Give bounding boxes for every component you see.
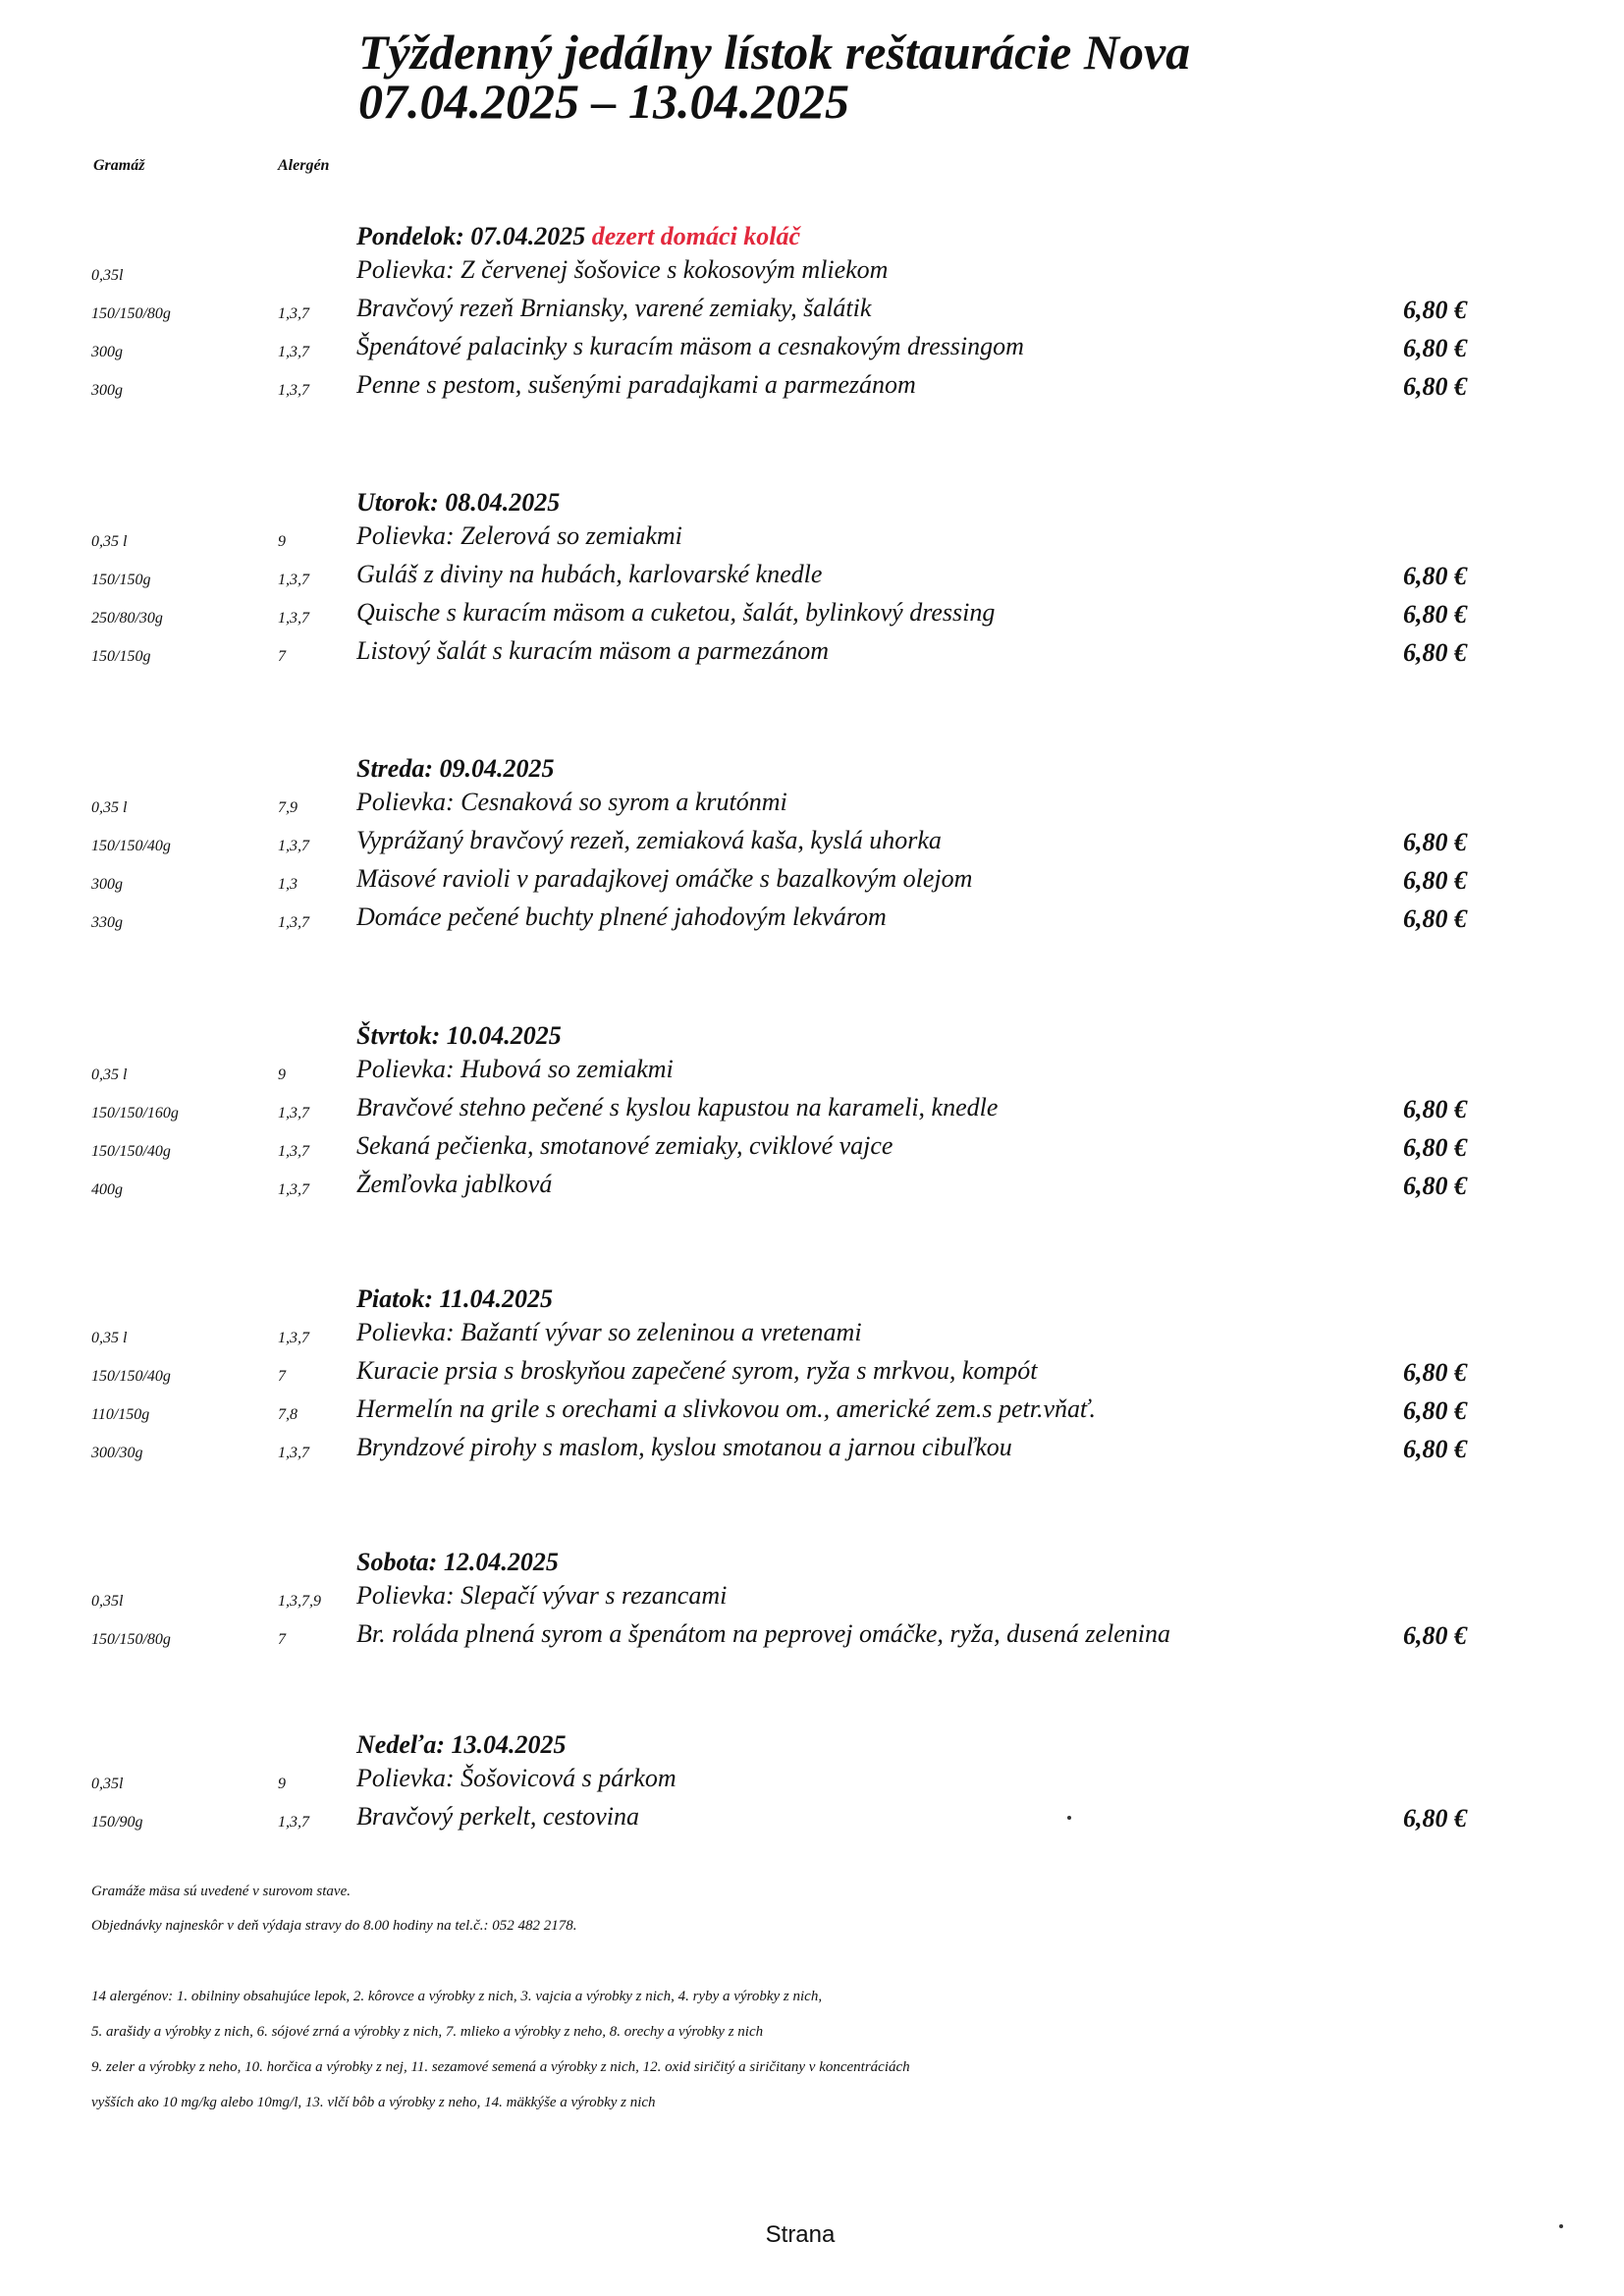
allergen-codes: 1,3,7: [278, 382, 309, 399]
menu-item-row: [0, 1316, 1624, 1353]
dessert-note: dezert domáci koláč: [591, 222, 801, 250]
dish-name: Špenátové palacinky s kuracím mäsom a cesnakovým dressingom: [356, 332, 1024, 360]
menu-item-row: [0, 1091, 1624, 1128]
portion-weight: 150/150/40g: [91, 838, 171, 854]
portion-weight: 150/150/40g: [91, 1143, 171, 1160]
dish-price: 6,80 €: [1403, 866, 1467, 895]
day-heading: [356, 754, 555, 784]
scan-speck: [1559, 2224, 1563, 2228]
dish-name: Polievka: Hubová so zemiakmi: [356, 1055, 674, 1083]
allergen-codes: 1,3,7: [278, 1181, 309, 1198]
menu-item-row: [0, 901, 1624, 938]
dish-name: Bryndzové pirohy s maslom, kyslou smotanou a jarnou cibuľkou: [356, 1433, 1012, 1461]
portion-weight: 150/150/80g: [91, 1631, 171, 1648]
dish-name: Br. roláda plnená syrom a špenátom na peprovej omáčke, ryža, dusená zelenina: [356, 1619, 1170, 1648]
allergen-codes: 1,3,7: [278, 344, 309, 360]
dish-price: 6,80 €: [1403, 1358, 1467, 1387]
column-header-alergen: Alergén: [278, 157, 330, 174]
menu-item-row: [0, 1762, 1624, 1799]
menu-item-row: [0, 786, 1624, 823]
dish-price: 6,80 €: [1403, 1396, 1467, 1425]
menu-item-row: [0, 1431, 1624, 1468]
date-range: 07.04.2025 – 13.04.2025: [358, 74, 849, 129]
day-heading: [356, 488, 560, 518]
portion-weight: 400g: [91, 1181, 123, 1198]
menu-item-row: [0, 1617, 1624, 1655]
dish-name: Polievka: Zelerová so zemiakmi: [356, 521, 682, 550]
dish-price: 6,80 €: [1403, 1621, 1467, 1650]
menu-item-row: [0, 1800, 1624, 1837]
allergen-codes: 9: [278, 533, 286, 550]
portion-weight: 0,35l: [91, 1593, 124, 1610]
allergen-codes: 1,3,7: [278, 1814, 309, 1831]
portion-weight: 0,35 l: [91, 1330, 128, 1346]
allergen-codes: 7,9: [278, 799, 298, 816]
day-heading: [356, 222, 800, 251]
page-footer: Strana: [765, 2221, 836, 2248]
dish-price: 6,80 €: [1403, 1133, 1467, 1162]
dish-price: 6,80 €: [1403, 1435, 1467, 1463]
note-allergens-line-4: vyšších ako 10 mg/kg alebo 10mg/l, 13. vlčí bôb a výrobky z neho, 14. mäkkýše a výrobky z nich: [91, 2095, 656, 2110]
portion-weight: 150/90g: [91, 1814, 143, 1831]
menu-item-row: [0, 368, 1624, 406]
day-date: Streda: 09.04.2025: [356, 754, 555, 783]
menu-item-row: [0, 1579, 1624, 1616]
dish-price: 6,80 €: [1403, 296, 1467, 324]
day-heading: [356, 1285, 553, 1314]
portion-weight: 0,35l: [91, 1776, 124, 1792]
dish-price: 6,80 €: [1403, 904, 1467, 933]
allergen-codes: 1,3,7: [278, 305, 309, 322]
dish-price: 6,80 €: [1403, 1172, 1467, 1200]
day-heading: [356, 1730, 567, 1760]
dish-name: Polievka: Slepačí vývar s rezancami: [356, 1581, 728, 1610]
dish-name: Polievka: Bažantí vývar so zeleninou a vretenami: [356, 1318, 862, 1346]
day-date: Štvrtok: 10.04.2025: [356, 1021, 562, 1050]
allergen-codes: 1,3,7: [278, 838, 309, 854]
menu-item-row: [0, 1168, 1624, 1205]
menu-item-row: [0, 1129, 1624, 1167]
page-title: Týždenný jedálny lístok reštaurácie Nova: [358, 25, 1191, 80]
dish-price: 6,80 €: [1403, 1804, 1467, 1832]
allergen-codes: 1,3,7: [278, 1445, 309, 1461]
portion-weight: 150/150g: [91, 572, 151, 588]
dish-price: 6,80 €: [1403, 828, 1467, 856]
day-heading: [356, 1021, 562, 1051]
portion-weight: 300g: [91, 344, 123, 360]
allergen-codes: 7: [278, 1631, 286, 1648]
dish-price: 6,80 €: [1403, 562, 1467, 590]
dish-price: 6,80 €: [1403, 638, 1467, 667]
day-date: Utorok: 08.04.2025: [356, 488, 561, 517]
allergen-codes: 1,3,7: [278, 610, 309, 627]
day-date: Nedeľa: 13.04.2025: [356, 1730, 567, 1759]
dish-name: Sekaná pečienka, smotanové zemiaky, cviklové vajce: [356, 1131, 893, 1160]
portion-weight: 150/150/80g: [91, 305, 171, 322]
menu-item-row: [0, 253, 1624, 291]
portion-weight: 0,35 l: [91, 799, 128, 816]
menu-item-row: [0, 862, 1624, 900]
allergen-codes: 7: [278, 1368, 286, 1385]
note-allergens-line-3: 9. zeler a výrobky z neho, 10. horčica a výrobky z nej, 11. sezamové semená a výrobky z nich, 12. oxid siričitý a siričitany v koncentráciách: [91, 2059, 910, 2075]
dish-price: 6,80 €: [1403, 334, 1467, 362]
dish-name: Polievka: Cesnaková so syrom a krutónmi: [356, 788, 787, 816]
menu-item-row: [0, 1393, 1624, 1430]
menu-item-row: [0, 519, 1624, 557]
day-date: Pondelok: 07.04.2025: [356, 222, 586, 250]
day-heading: [356, 1548, 559, 1577]
portion-weight: 0,35l: [91, 267, 124, 284]
dish-name: Bravčový perkelt, cestovina: [356, 1802, 640, 1831]
note-orders: Objednávky najneskôr v deň výdaja stravy do 8.00 hodiny na tel.č.: 052 482 2178.: [91, 1918, 577, 1934]
menu-item-row: [0, 558, 1624, 595]
dish-name: Domáce pečené buchty plnené jahodovým lekvárom: [356, 902, 887, 931]
allergen-codes: 1,3,7: [278, 1143, 309, 1160]
portion-weight: 250/80/30g: [91, 610, 163, 627]
menu-item-row: [0, 1053, 1624, 1090]
allergen-codes: 1,3: [278, 876, 298, 893]
portion-weight: 300/30g: [91, 1445, 143, 1461]
allergen-codes: 7: [278, 648, 286, 665]
portion-weight: 330g: [91, 914, 123, 931]
note-allergens-line-2: 5. arašidy a výrobky z nich, 6. sójové zrná a výrobky z nich, 7. mlieko a výrobky z neho, 8. orechy a výrobky z nich: [91, 2024, 764, 2040]
menu-item-row: [0, 824, 1624, 861]
portion-weight: 0,35 l: [91, 533, 128, 550]
note-meat-weight: Gramáže mäsa sú uvedené v surovom stave.: [91, 1884, 351, 1899]
note-allergens-line-1: 14 alergénov: 1. obilniny obsahujúce lepok, 2. kôrovce a výrobky z nich, 3. vajcia a výrobky z nich, 4. ryby a výrobky z nich,: [91, 1989, 823, 2004]
dish-price: 6,80 €: [1403, 1095, 1467, 1123]
dish-name: Bravčový rezeň Brniansky, varené zemiaky, šalátik: [356, 294, 872, 322]
column-header-gramaz: Gramáž: [93, 157, 145, 174]
dish-price: 6,80 €: [1403, 372, 1467, 401]
menu-item-row: [0, 1354, 1624, 1392]
allergen-codes: 1,3,7: [278, 572, 309, 588]
portion-weight: 110/150g: [91, 1406, 150, 1423]
dish-name: Quische s kuracím mäsom a cuketou, šalát, bylinkový dressing: [356, 598, 996, 627]
dish-name: Bravčové stehno pečené s kyslou kapustou na karameli, knedle: [356, 1093, 999, 1121]
portion-weight: 300g: [91, 382, 123, 399]
portion-weight: 150/150/40g: [91, 1368, 171, 1385]
allergen-codes: 1,3,7: [278, 1105, 309, 1121]
allergen-codes: 1,3,7: [278, 914, 309, 931]
dish-name: Kuracie prsia s broskyňou zapečené syrom, ryža s mrkvou, kompót: [356, 1356, 1038, 1385]
dish-name: Polievka: Z červenej šošovice s kokosovým mliekom: [356, 255, 889, 284]
day-date: Piatok: 11.04.2025: [356, 1285, 554, 1313]
dish-name: Guláš z diviny na hubách, karlovarské knedle: [356, 560, 823, 588]
allergen-codes: 1,3,7,9: [278, 1593, 321, 1610]
allergen-codes: 9: [278, 1066, 286, 1083]
portion-weight: 150/150/160g: [91, 1105, 179, 1121]
dish-price: 6,80 €: [1403, 600, 1467, 629]
dish-name: Penne s pestom, sušenými paradajkami a parmezánom: [356, 370, 916, 399]
scan-speck: [1067, 1816, 1071, 1820]
dish-name: Vyprážaný bravčový rezeň, zemiaková kaša, kyslá uhorka: [356, 826, 942, 854]
dish-name: Polievka: Šošovicová s párkom: [356, 1764, 677, 1792]
day-date: Sobota: 12.04.2025: [356, 1548, 559, 1576]
allergen-codes: 1,3,7: [278, 1330, 309, 1346]
menu-item-row: [0, 596, 1624, 633]
menu-item-row: [0, 634, 1624, 672]
menu-item-row: [0, 292, 1624, 329]
dish-name: Hermelín na grile s orechami a slivkovou om., americké zem.s petr.vňať.: [356, 1394, 1096, 1423]
portion-weight: 300g: [91, 876, 123, 893]
dish-name: Listový šalát s kuracím mäsom a parmezánom: [356, 636, 829, 665]
dish-name: Žemľovka jablková: [356, 1170, 553, 1198]
dish-name: Mäsové ravioli v paradajkovej omáčke s bazalkovým olejom: [356, 864, 973, 893]
menu-item-row: [0, 330, 1624, 367]
portion-weight: 150/150g: [91, 648, 151, 665]
portion-weight: 0,35 l: [91, 1066, 128, 1083]
allergen-codes: 7,8: [278, 1406, 298, 1423]
allergen-codes: 9: [278, 1776, 286, 1792]
